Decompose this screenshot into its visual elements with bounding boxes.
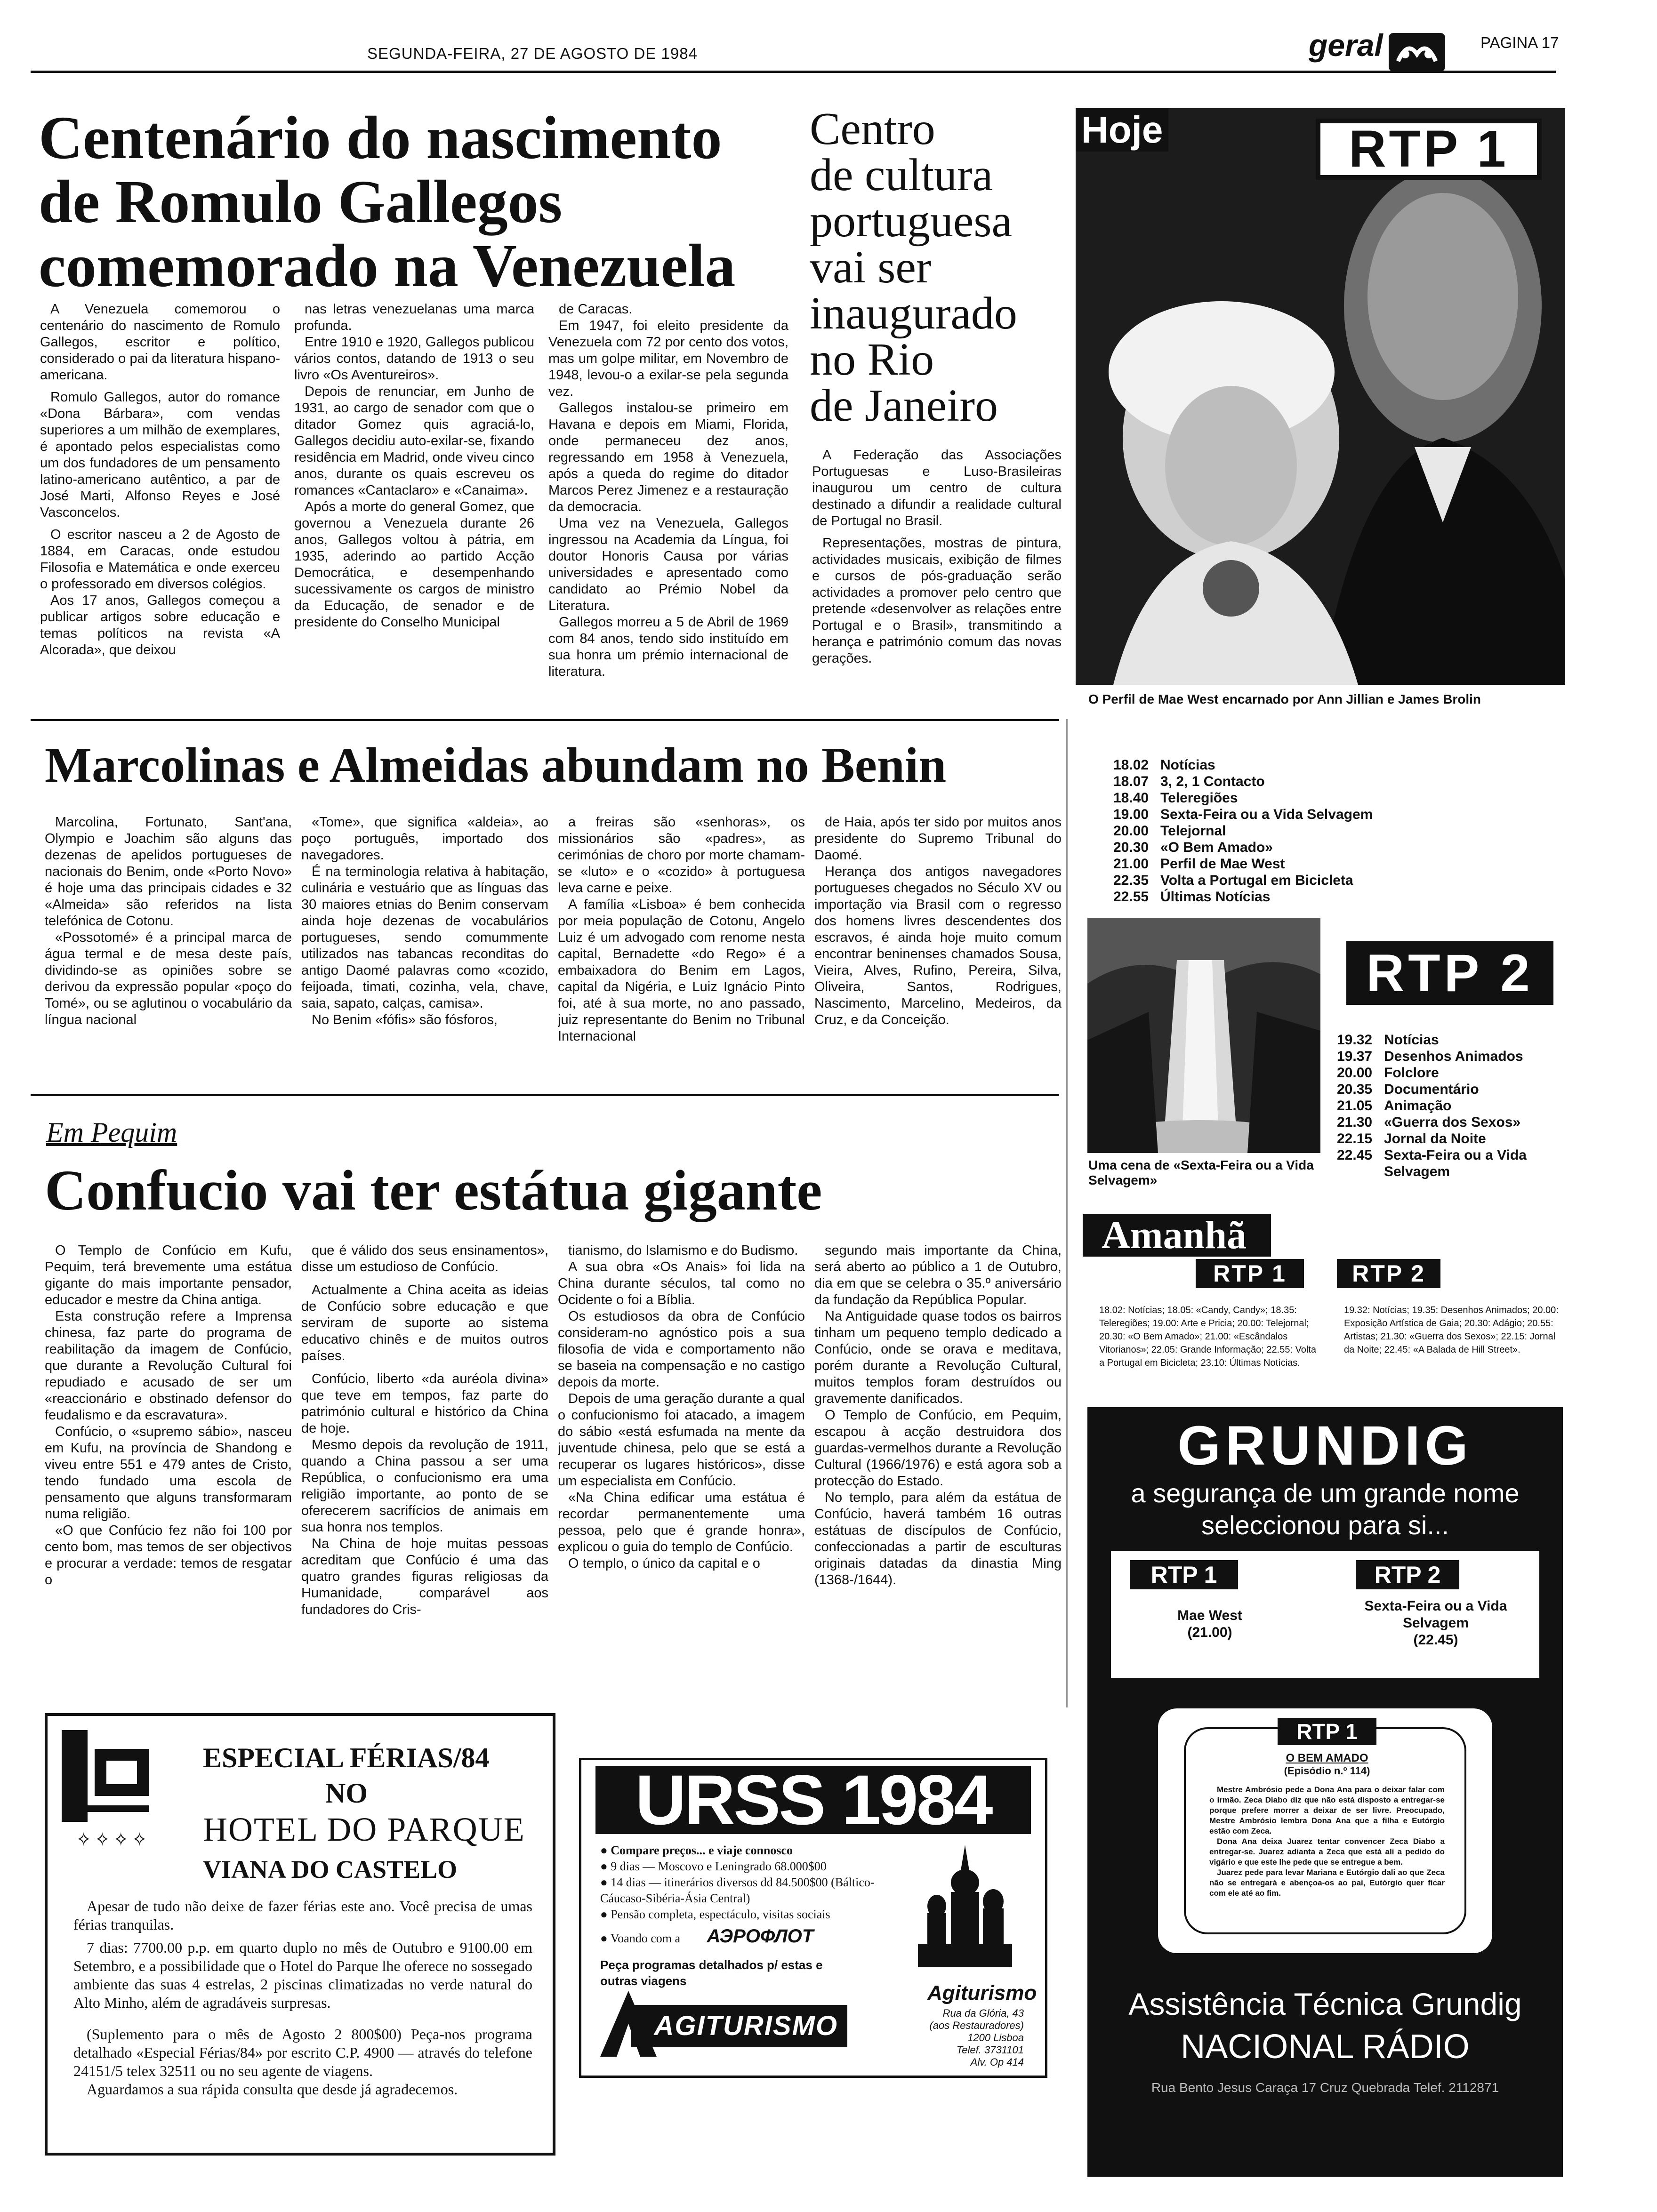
hotel-ad-title-2: NO — [325, 1778, 368, 1809]
hotel-stars: ✧✧✧✧ — [76, 1829, 151, 1850]
amanha-rtp1-text: 18.02: Notícias; 18.05: «Candy, Candy»; 18.35: Teleregiões; 19.00: Arte e Pricia; 20.00: Telejornal; 20.30: «O Bem Amado»; 21.00: «Escândalos Vitorianos»; 22.05: Grande Informação; 22.55: Volta a Portugal em Bicicleta; 23.10: Últimas Notícias. — [1099, 1305, 1317, 1368]
agiturismo-logo: AGITURISMO — [631, 2005, 847, 2047]
grundig-rtp2-pick: Sexta-Feira ou a Vida Selvagem (22.45) — [1364, 1598, 1507, 1648]
grundig-service-1: Assistência Técnica Grundig — [1128, 1987, 1522, 2021]
masthead-date: SEGUNDA-FEIRA, 27 DE AGOSTO DE 1984 — [367, 45, 698, 62]
confucio-headline: Confucio vai ter estátua gigante — [45, 1159, 822, 1222]
grundig-ad — [1087, 1407, 1563, 2177]
sidebar-divider — [1066, 719, 1068, 1707]
hotel-ad — [45, 1713, 555, 2156]
agiturismo-brand: Agiturismo — [927, 1981, 1037, 2004]
benin-column-1: Marcolina, Fortunato, Sant'ana, Olympio e Joachim são alguns das dezenas de apelidos portugueses de nacionais do Benim, onde «Porto Novo» é hoje uma das principais cidades e 32 «Almeida» são referidos na lista telefónica de Cotonu. «Possotomé» é a principal marca de água termal e de mesa deste país, dividindo-se as opiniões sobre se derivou da expressão popular «poço do Tomé», ou se aglutinou o vocabulário da língua nacional — [45, 815, 292, 1027]
tv-set-illustration — [1158, 1708, 1492, 1953]
kremlin-illustration — [911, 1845, 1019, 1967]
grundig-brand: GRUNDIG — [1177, 1415, 1473, 1477]
tv-program-synopsis: Mestre Ambrósio pede a Dona Ana para o deixar falar com o irmão. Zeca Diabo diz que não está disposto a entregar-se porque prefere morrer a deixar de ser livre. Preocupado, Mestre Ambrósio lembra Dona Ana que a filha e Eutórgio estão com Zeca. Dona Ana deixa Juarez tentar convencer Zeca Diabo a entregar-se. Juarez adianta a Zeca que está ali a pedido do vigário e que este lhe pede que se entregue a bem. Juarez pede para levar Mariana e Eutórgio dali ao que Zeca não se entregará e abençoa-os ao pai, Eutórgio quer ficar com ele até ao fim. — [1209, 1785, 1445, 1898]
mae-west-caption: O Perfil de Mae West encarnado por Ann Jillian e James Brolin — [1088, 692, 1481, 706]
amanha-rtp2-logo: RTP 2 — [1337, 1259, 1440, 1288]
benin-column-3: a freiras são «senhoras», os missionários são «padres», as cerimónias de choro por morte chamam-se «luto» e o «cozido» à portuguesa leva carne e peixe. A família «Lisboa» é bem conhecida por meia população de Cotonu, Angelo Luiz é um advogado com renome nesta capital, Bernadette «do Rego» é a embaixadora do Benim em Lagos, capital da Nigéria, e Luiz Ignácio Pinto foi, até à sua morte, no ano passado, juiz representante do Benim no Tribunal Internacional — [558, 815, 805, 1044]
benin-column-4: de Haia, após ter sido por muitos anos presidente do Supremo Tribunal do Daomé. Herança dos antigos navegadores portugueses chegados no Século XV ou importação via Brasil com o regresso dos homens livres descendentes dos escravos, é ainda hoje muito comum encontrar beninenses chamados Sousa, Vieira, Alves, Rufino, Pereira, Silva, Oliveira, Santos, Rodrigues, Nascimento, Marcelino, Medeiros, da Cruz, e da Conceição. — [814, 815, 1062, 1027]
grundig-rtp1-pick: Mae West (21.00) — [1177, 1608, 1242, 1640]
rtp2-slot: 21.05 Animação — [1337, 1098, 1452, 1114]
confucio-column-1: O Templo de Confúcio em Kufu, Pequim, terá brevemente uma estátua gigante do mais importante pensador, educador e mestre da China antiga. Esta construção refere a Imprensa chinesa, faz parte do programa de reabilitação da imagem de Confúcio, que durante a Revolução Cultural foi repudiado e acusado de ser um «reaccionário e obstinado defensor do feudalismo e da escravatura». Confúcio, o «supremo sábio», nasceu em Kufu, na província de Shandong e viveu entre 551 e 479 antes de Cristo, tendo fundado uma escola de pensamento que alguns transformaram numa religião. «O que Confúcio fez não foi 100 por cento bom, mas temos de ser objectivos e procurar a verdade: temos de resgatar o — [45, 1243, 292, 1587]
agiturismo-address: Rua da Glória, 43 (aos Restauradores) 1200 Lisboa Telef. 3731101 Alv. Op 414 — [929, 2007, 1024, 2068]
page-number: PAGINA 17 — [1480, 34, 1559, 51]
urss-list — [600, 1843, 901, 1989]
amanha-label: Amanhã — [1083, 1214, 1271, 1257]
confucio-column-4: segundo mais importante da China, será aberto ao público a 1 de Outubro, dia em que se celebra o 35.º aniversário da fundação da República Popular. Na Antiguidade quase todos os bairros tinham um pequeno templo dedicado a Confúcio, onde se orava e meditava, porém durante a Revolução Cultural, muitos templos foram destruídos ou gravemente danificados. O Templo de Confúcio, em Pequim, escapou à acção destruidora dos guardas-vermelhos durante a Revolução Cultural (1966/1976) e está agora sob a protecção do Estado. No templo, para além da estátua de Confúcio, haverá também 16 outras estátuas de discípulos de Confúcio, confeccionadas a partir de esculturas originais datadas da dinastia Ming (1368-/1644). — [814, 1243, 1062, 1587]
hotel-logo-icon — [62, 1730, 149, 1822]
rtp1-slot: 18.40 Teleregiões — [1113, 790, 1238, 806]
rtp1-slot: 18.07 3, 2, 1 Contacto — [1113, 774, 1265, 789]
agiturismo-emblem-icon — [600, 1991, 657, 2057]
grundig-picks-panel — [1111, 1551, 1539, 1678]
rtp1-slot: 18.02 Notícias — [1113, 757, 1215, 773]
urss-item-4: ● Pensão completa, espectáculo, visitas sociais — [600, 1907, 830, 1921]
gallegos-column-1: A Venezuela comemorou o centenário do nascimento de Romulo Gallegos, escritor e político, considerado o pai da literatura hispano-americana. Romulo Gallegos, autor do romance «Dona Bárbara», com vendas superiores a um milhão de exemplares, é apontado pelos especialistas como um dos fundadores de um pensamento latino-americano autêntico, a par de José Marti, Alfonso Reyes e José Vasconcelos. O escritor nasceu a 2 de Agosto de 1884, em Caracas, onde estudou Filosofia e Matemática e onde exerceu o professorado em diversos colégios. Aos 17 anos, Gallegos começou a publicar artigos sobre educação e temas políticos na revista «A Alcorada», que deixou — [40, 302, 280, 657]
rtp1-slot: 22.55 Últimas Notícias — [1113, 889, 1271, 905]
gallegos-column-2: nas letras venezuelanas uma marca profunda. Entre 1910 e 1920, Gallegos publicou vários contos, datando de 1913 o seu livro «Os Aventureiros». Depois de renunciar, em Junho de 1931, ao cargo de senador com que o ditador Gomez quis agraciá-lo, Gallegos decidiu auto-exilar-se, fixando residência em Madrid, onde viveu cinco anos, durante os quais escreveu os romances «Cantaclaro» e «Canaima». Após a morte do general Gomez, que governou a Venezuela durante 26 anos, Gallegos voltou à pátria, em 1935, aderindo ao partido Acção Democrática, e desempenhando sucessivamente os cargos de ministro da Educação, de senador e de presidente do Conselho Municipal — [294, 302, 534, 630]
urss-item-1: ● Compare preços... e viaje connosco — [600, 1843, 793, 1857]
urss-program: Peça programas detalhados p/ estas e outras viagens — [600, 1958, 823, 1988]
rtp1-slot: 19.00 Sexta-Feira ou a Vida Selvagem — [1113, 807, 1373, 822]
centro-body: A Federação das Associações Portuguesas e Luso-Brasileiras inaugurou um centro de cultura destinado a difundir a realidade cultural de Portugal no Brasil. Representações, mostras de pintura, actividades musicais, exibição de filmes e cursos de pós-graduação serão actividades a promover pelo centro que pretende «desenvolver as relações entre Portugal e o Brasil», transmitindo a herança e património comum das novas gerações. — [812, 448, 1062, 666]
amanha-rtp2-text: 19.32: Notícias; 19.35: Desenhos Animados; 20.00: Exposição Artística de Gaia; 20.30: Adágio; 20.55: Artistas; 21.30: «Guerra dos Sexos»; 22.15: Jornal da Noite; 22.45: «A Balada de Hill Street». — [1344, 1305, 1559, 1355]
benin-bottom-rule — [31, 1094, 1059, 1096]
confucio-column-3: tianismo, do Islamismo e do Budismo. A sua obra «Os Anais» foi lida na China durante séculos, tal como no Ocidente o foi a Bíblia. Os estudiosos da obra de Confúcio consideram-no agnóstico pois a sua filosofia de vida e comportamento não se baseia na compensação e no castigo depois da morte. Depois de uma geração durante a qual o confucionismo foi atacado, a imagem do sábio «está esfumada na mente da juventude chinesa, pelo que se está a recuperar os lugares históricos», disse um especialista em Confúcio. «Na China edificar uma estátua é recordar permanentemente uma pessoa, pelo que é grande honra», explicou o guia do templo de Confúcio. O templo, o único da capital e o — [558, 1243, 805, 1571]
grundig-rtp1-logo: RTP 1 — [1130, 1560, 1238, 1589]
rtp2-slot: 22.15 Jornal da Noite — [1337, 1131, 1486, 1146]
rtp1-slot: 22.35 Volta a Portugal em Bicicleta — [1113, 873, 1353, 888]
gallegos-bottom-rule — [31, 719, 1059, 721]
confucio-kicker: Em Pequim — [46, 1117, 177, 1148]
urss-item-5: ● Voando com a АЭРОФЛОТ — [600, 1926, 814, 1947]
rtp2-logo: RTP 2 — [1346, 941, 1553, 1005]
hotel-ad-title-3: HOTEL DO PARQUE — [203, 1811, 525, 1848]
rtp1-schedule — [1113, 757, 1537, 905]
rtp2-slot: 20.00 Folclore — [1337, 1065, 1439, 1081]
rtp2-slot: 20.35 Documentário — [1337, 1082, 1479, 1097]
centro-headline: Centro de cultura portuguesa vai ser inaugurado no Rio de Janeiro — [810, 104, 1017, 431]
rtp1-slot: 20.30 «O Bem Amado» — [1113, 840, 1273, 855]
confucio-column-2: que é válido dos seus ensinamentos», disse um estudioso de Confúcio. Actualmente a China aceita as ideias de Confúcio sobre educação e que serviram de suporte ao sistema educativo chinês e de muitos outros países. Confúcio, liberto «da auréola divina» que teve em tempos, faz parte do património cultural e histórico da China de hoje. Mesmo depois da revolução de 1911, quando a China passou a ser uma República, o confucionismo era uma religião importante, ao ponto de se oferecerem sacrifícios de animais em sua honra nos templos. Na China de hoje muitas pessoas acreditam que Confúcio é uma das quatro grandes figuras religiosas da Humanidade, comparável aos fundadores do Cris- — [301, 1243, 548, 1617]
benin-column-2: «Tome», que significa «aldeia», ao poço português, importado dos navegadores. É na terminologia relativa à habitação, culinária e vestuário que as línguas das 30 maiores etnias do Benim conservam ainda hoje dezenas de vocabulários portugueses, sendo comummente utilizados nas tabancas reconditas do antigo Daomé palavras como «cozido, feijoada, timati, cozinha, vela, chave, saia, sapato, calças, camisa». No Benim «fófis» são fósforos, — [301, 815, 548, 1027]
rtp2-slot: 22.45 Sexta-Feira ou a Vida Selvagem — [1337, 1147, 1527, 1179]
masthead-rule — [31, 71, 1556, 73]
grundig-service-2: NACIONAL RÁDIO — [1181, 2028, 1470, 2066]
tv-screen — [1184, 1719, 1466, 1934]
rtp2-slot: 21.30 «Guerra dos Sexos» — [1337, 1114, 1521, 1130]
rtp2-slot: 19.32 Notícias — [1337, 1032, 1439, 1048]
rtp1-logo-top: RTP 1 — [1316, 119, 1542, 180]
benin-headline: Marcolinas e Almeidas abundam no Benin — [45, 737, 947, 793]
urss-item-2: ● 9 dias — Moscovo e Leningrado 68.000$00 — [600, 1859, 827, 1873]
urss-ad — [579, 1758, 1047, 2078]
tv-program-title: O BEM AMADO — [1286, 1752, 1368, 1764]
gallegos-column-3: de Caracas. Em 1947, foi eleito presidente da Venezuela com 72 por cento dos votos, mas um golpe militar, em Novembro de 1948, levou-o a exilar-se pela segunda vez. Gallegos instalou-se primeiro em Havana e depois em Miami, Florida, onde permaneceu dez anos, regressando em 1958 à Venezuela, após a queda do regime do ditador Marcos Perez Jimenez e a restauração da democracia. Uma vez na Venezuela, Gallegos ingressou na Academia da Língua, foi doutor Honoris Causa por várias universidades e apresentado como candidato ao Prémio Nobel da Literatura. Gallegos morreu a 5 de Abril de 1969 com 84 anos, tendo sido instituído em sua honra um prémio internacional de literatura. — [548, 302, 788, 679]
urss-item-3: ● 14 dias — itinerários diversos dd 84.500$00 (Báltico-Cáucaso-Sibéria-Ásia Central) — [600, 1875, 875, 1905]
newspaper-logo-icon — [1389, 33, 1445, 72]
tv-screen-rtp1-logo: RTP 1 — [1278, 1718, 1376, 1745]
hotel-ad-title-1: ESPECIAL FÉRIAS/84 — [203, 1742, 490, 1773]
urss-title: URSS 1984 — [595, 1766, 1031, 1834]
gallegos-headline: Centenário do nascimento de Romulo Gallegos comemorado na Venezuela — [39, 104, 736, 300]
rtp1-slot: 20.00 Telejornal — [1113, 823, 1226, 839]
rtp2-schedule — [1337, 1032, 1558, 1180]
amanha-rtp1-logo: RTP 1 — [1196, 1259, 1304, 1288]
grundig-rtp2-logo: RTP 2 — [1356, 1560, 1459, 1589]
tv-program-episode: (Episódio n.º 114) — [1284, 1765, 1370, 1777]
waterfall-caption: Uma cena de «Sexta-Feira ou a Vida Selvagem» — [1088, 1158, 1314, 1187]
waterfall-photo — [1087, 918, 1320, 1153]
section-label: geral — [1309, 28, 1383, 63]
grundig-address: Rua Bento Jesus Caraça 17 Cruz Quebrada Telef. 2112871 — [1151, 2080, 1499, 2095]
hotel-ad-location: VIANA DO CASTELO — [203, 1855, 458, 1883]
rtp1-slot: 21.00 Perfil de Mae West — [1113, 856, 1285, 872]
aeroflot-logo: АЭРОФЛОТ — [707, 1926, 814, 1947]
rtp2-slot: 19.37 Desenhos Animados — [1337, 1049, 1523, 1064]
hoje-label: Hoje — [1076, 108, 1168, 152]
hotel-ad-text: Apesar de tudo não deixe de fazer férias este ano. Você precisa de umas férias tranquilas. 7 dias: 7700.00 p.p. em quarto duplo no mês de Outubro e 9100.00 em Setembro, e a possibilidade que o Hotel do Parque lhe oferece no sossegado ambiente das suas 4 estrelas, 2 piscinas climatizadas no verde natural do Alto Minho, além de agradáveis surpresas. (Suplemento para o mês de Agosto 2 800$00) Peça-nos programa detalhado «Especial Férias/84» por escrito C.P. 4900 — através do telefone 24151/5 telex 32511 ou no seu agente de viagens. Aguardamos a sua rápida consulta que desde já agradecemos. — [73, 1898, 532, 2098]
grundig-tagline-2: seleccionou para si... — [1201, 1510, 1449, 1540]
mae-west-photo — [1076, 108, 1565, 685]
grundig-tagline-1: a segurança de um grande nome — [1131, 1478, 1520, 1508]
